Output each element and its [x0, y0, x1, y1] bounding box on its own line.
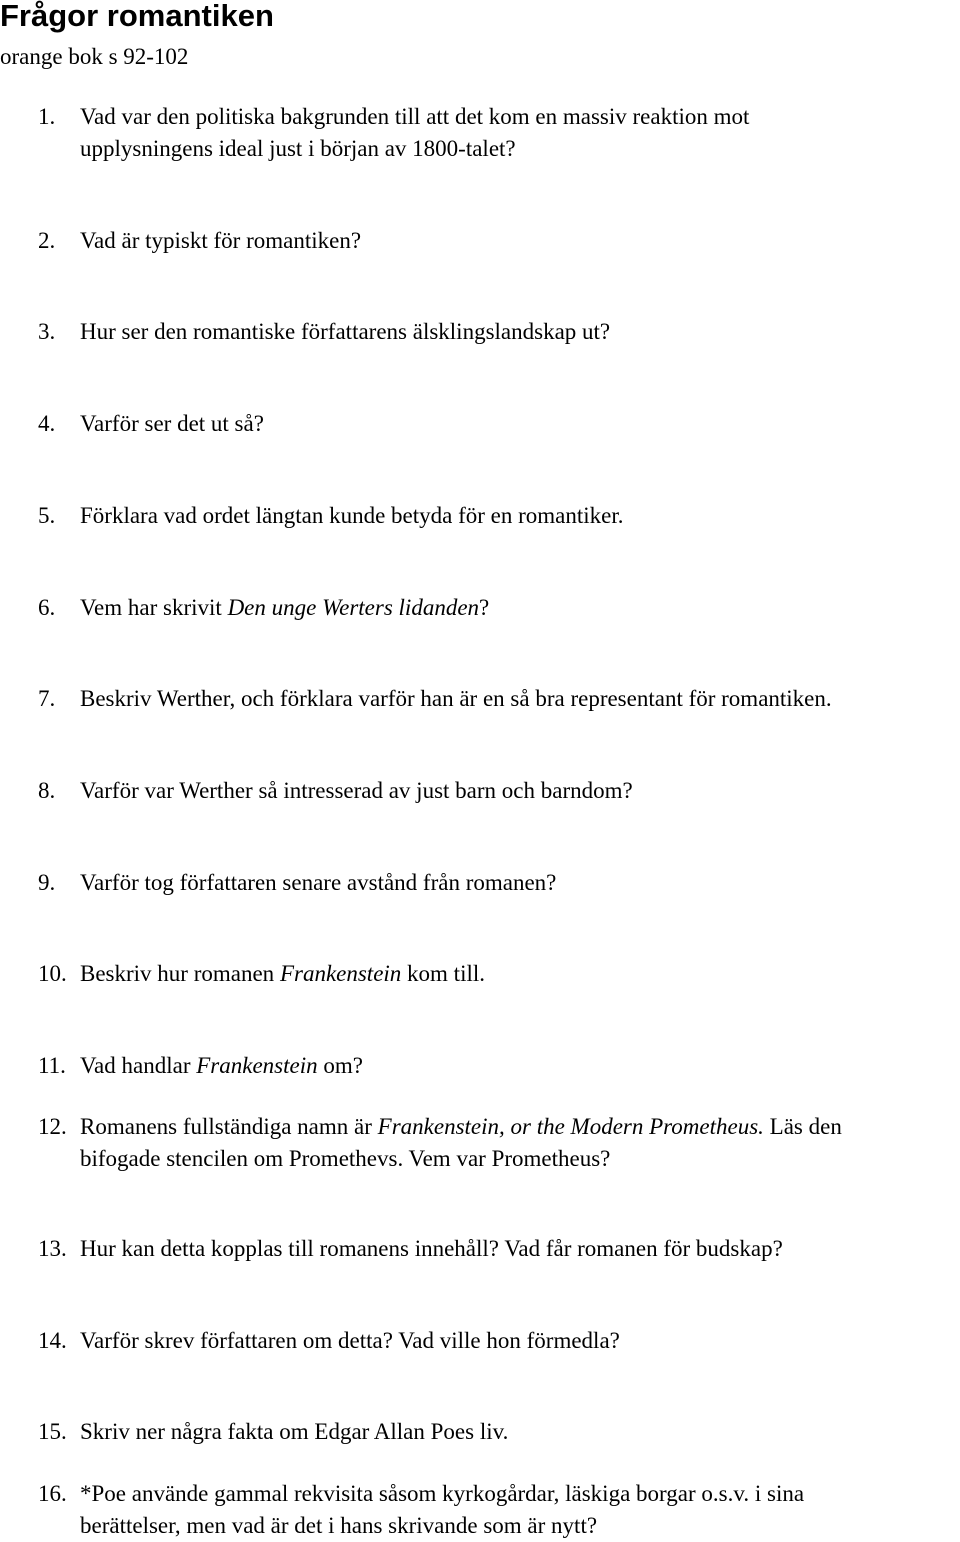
question-text: Varför tog författaren senare avstånd från romanen?: [80, 870, 557, 895]
question-text: Förklara vad ordet längtan kunde betyda för en romantiker.: [80, 503, 624, 528]
page-title: Frågor romantiken: [0, 0, 274, 33]
question-14: [38, 1325, 960, 1357]
question-2: [38, 225, 960, 257]
question-3: [38, 316, 960, 348]
question-6: [38, 592, 960, 624]
question-text: Beskriv Werther, och förklara varför han är en så bra representant för romantiken.: [80, 686, 832, 711]
question-number: 5.: [38, 503, 56, 528]
question-number: 12.: [38, 1114, 67, 1139]
question-number: 10.: [38, 961, 67, 986]
question-text: Vad var den politiska bakgrunden till att det kom en massiv reaktion mot: [80, 104, 750, 129]
question-text: Romanens fullständiga namn är: [80, 1114, 378, 1139]
question-text: Vem har skrivit: [80, 595, 228, 620]
question-text: Vad är typiskt för romantiken?: [80, 228, 362, 253]
question-text: *Poe använde gammal rekvisita såsom kyrkogårdar, läskiga borgar o.s.v. i sina: [80, 1481, 805, 1506]
page-subtitle: orange bok s 92-102: [0, 44, 189, 69]
question-number: 6.: [38, 595, 56, 620]
question-text-end: ?: [479, 595, 490, 620]
question-text-end: kom till.: [401, 961, 485, 986]
question-text: Varför ser det ut så?: [80, 411, 264, 436]
question-10: [38, 958, 960, 990]
question-number: 14.: [38, 1328, 67, 1353]
question-text: Hur ser den romantiske författarens älsklingslandskap ut?: [80, 319, 611, 344]
question-5: [38, 500, 960, 532]
question-9: [38, 867, 960, 899]
question-number: 3.: [38, 319, 56, 344]
question-16: [38, 1478, 960, 1542]
book-title: Frankenstein: [196, 1053, 318, 1078]
question-number: 15.: [38, 1419, 67, 1444]
question-text: Varför var Werther så intresserad av just barn och barndom?: [80, 778, 633, 803]
question-1: [38, 101, 960, 165]
question-text: Varför skrev författaren om detta? Vad ville hon förmedla?: [80, 1328, 620, 1353]
question-15: [38, 1416, 960, 1448]
question-text: Vad handlar: [80, 1053, 197, 1078]
book-title: Frankenstein: [279, 961, 402, 986]
question-7: [38, 683, 960, 715]
question-text-end: Läs den: [763, 1114, 842, 1139]
question-number: 11.: [38, 1053, 66, 1078]
question-text: Beskriv hur romanen: [80, 961, 280, 986]
question-text: Hur kan detta kopplas till romanens innehåll? Vad får romanen för budskap?: [80, 1236, 783, 1261]
question-number: 2.: [38, 228, 56, 253]
question-text-continued: berättelser, men vad är det i hans skrivande som är nytt?: [80, 1513, 598, 1538]
question-text-continued: bifogade stencilen om Promethevs. Vem var Prometheus?: [80, 1146, 611, 1171]
book-title: Frankenstein, or the Modern Prometheus.: [377, 1114, 764, 1139]
question-number: 9.: [38, 870, 56, 895]
question-12: [38, 1111, 960, 1175]
question-text: Skriv ner några fakta om Edgar Allan Poes liv.: [80, 1419, 509, 1444]
question-8: [38, 775, 960, 807]
question-4: [38, 408, 960, 440]
question-13: [38, 1233, 960, 1265]
question-text-end: om?: [317, 1053, 363, 1078]
question-text-continued: upplysningens ideal just i början av 1800-talet?: [80, 136, 516, 161]
question-11: [38, 1050, 960, 1082]
question-number: 13.: [38, 1236, 67, 1261]
question-number: 8.: [38, 778, 56, 803]
book-title: Den unge Werters lidanden: [227, 595, 480, 620]
question-number: 4.: [38, 411, 56, 436]
question-number: 16.: [38, 1481, 67, 1506]
question-number: 1.: [38, 104, 56, 129]
question-number: 7.: [38, 686, 56, 711]
